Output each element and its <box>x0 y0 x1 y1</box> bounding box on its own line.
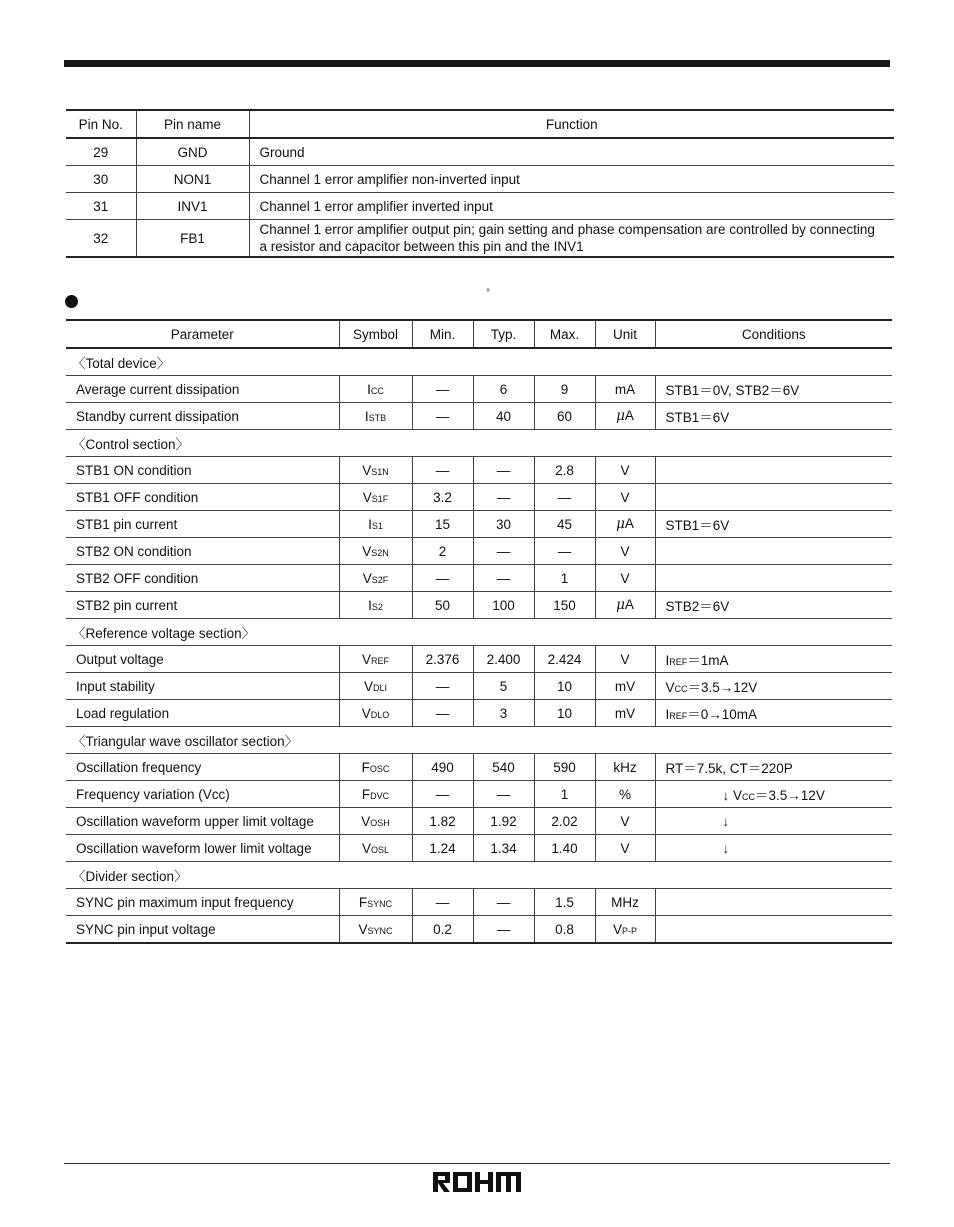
conditions: STB2＝6V <box>655 592 892 619</box>
section-row <box>66 348 892 376</box>
typ: — <box>473 484 534 511</box>
unit: V <box>595 538 655 565</box>
header-max: Max. <box>534 320 595 348</box>
min: 15 <box>412 511 473 538</box>
unit: μA <box>595 511 655 538</box>
typ: 100 <box>473 592 534 619</box>
max: — <box>534 538 595 565</box>
top-rule <box>64 60 890 67</box>
max: 10 <box>534 700 595 727</box>
param: STB1 pin current <box>66 511 339 538</box>
min: — <box>412 781 473 808</box>
param: STB2 OFF condition <box>66 565 339 592</box>
section-row <box>66 727 892 754</box>
max: 1 <box>534 781 595 808</box>
conditions: IREF＝0→10mA <box>655 700 892 727</box>
min: — <box>412 403 473 430</box>
max: 2.424 <box>534 646 595 673</box>
symbol: IS2 <box>339 592 412 619</box>
spec-table-header <box>66 320 892 348</box>
min: — <box>412 565 473 592</box>
max: 9 <box>534 376 595 403</box>
min: 490 <box>412 754 473 781</box>
section-divider: 〈Divider section〉 <box>66 862 892 889</box>
typ: — <box>473 916 534 944</box>
unit: mV <box>595 700 655 727</box>
pin-name: GND <box>136 138 249 166</box>
param: Oscillation waveform upper limit voltage <box>66 808 339 835</box>
conditions: VCC＝3.5→12V <box>655 673 892 700</box>
typ: 2.400 <box>473 646 534 673</box>
unit: MHz <box>595 889 655 916</box>
pin-function: Ground <box>249 138 894 166</box>
min: 0.2 <box>412 916 473 944</box>
max: 0.8 <box>534 916 595 944</box>
min: 3.2 <box>412 484 473 511</box>
typ: 1.92 <box>473 808 534 835</box>
section-row <box>66 619 892 646</box>
table-row <box>66 166 894 193</box>
min: — <box>412 376 473 403</box>
section-control: 〈Control section〉 <box>66 430 892 457</box>
table-row <box>66 673 892 700</box>
symbol: VDLI <box>339 673 412 700</box>
header-symbol: Symbol <box>339 320 412 348</box>
unit: V <box>595 484 655 511</box>
pin-no: 29 <box>66 138 136 166</box>
symbol: FOSC <box>339 754 412 781</box>
unit: kHz <box>595 754 655 781</box>
header-pin-no: Pin No. <box>66 110 136 138</box>
min: 1.24 <box>412 835 473 862</box>
max: 60 <box>534 403 595 430</box>
max: 2.02 <box>534 808 595 835</box>
pin-no: 31 <box>66 193 136 220</box>
table-row <box>66 889 892 916</box>
conditions <box>655 538 892 565</box>
pin-function: Channel 1 error amplifier output pin; gain setting and phase compensation are controlled by connecting a resistor and capacitor between this pin and the INV1 <box>249 220 894 258</box>
param: STB2 ON condition <box>66 538 339 565</box>
unit: V <box>595 646 655 673</box>
unit: μA <box>595 403 655 430</box>
typ: 40 <box>473 403 534 430</box>
param: STB1 ON condition <box>66 457 339 484</box>
table-row <box>66 403 892 430</box>
table-row <box>66 193 894 220</box>
unit: mV <box>595 673 655 700</box>
conditions <box>655 835 892 862</box>
section-oscillator: 〈Triangular wave oscillator section〉 <box>66 727 892 754</box>
table-row <box>66 781 892 808</box>
conditions <box>655 484 892 511</box>
header-unit: Unit <box>595 320 655 348</box>
param: Average current dissipation <box>66 376 339 403</box>
typ: 30 <box>473 511 534 538</box>
symbol: VS1N <box>339 457 412 484</box>
param: Oscillation frequency <box>66 754 339 781</box>
unit: V <box>595 808 655 835</box>
max: 1 <box>534 565 595 592</box>
table-row <box>66 916 892 944</box>
conditions <box>655 889 892 916</box>
symbol: VSYNC <box>339 916 412 944</box>
unit: V <box>595 565 655 592</box>
pin-function: Channel 1 error amplifier inverted input <box>249 193 894 220</box>
max: 2.8 <box>534 457 595 484</box>
typ: — <box>473 538 534 565</box>
table-row <box>66 511 892 538</box>
unit: V <box>595 457 655 484</box>
min: — <box>412 889 473 916</box>
pin-name: FB1 <box>136 220 249 258</box>
rohm-logo <box>432 1170 522 1194</box>
symbol: VREF <box>339 646 412 673</box>
table-row <box>66 538 892 565</box>
conditions <box>655 457 892 484</box>
min: — <box>412 457 473 484</box>
param: STB1 OFF condition <box>66 484 339 511</box>
conditions <box>655 565 892 592</box>
table-row <box>66 484 892 511</box>
down-arrow-icon: ↓ <box>722 840 730 856</box>
conditions <box>655 808 892 835</box>
table-row <box>66 376 892 403</box>
max: 45 <box>534 511 595 538</box>
param: Output voltage <box>66 646 339 673</box>
param: Input stability <box>66 673 339 700</box>
table-row <box>66 457 892 484</box>
table-row <box>66 592 892 619</box>
conditions <box>655 916 892 944</box>
max: 150 <box>534 592 595 619</box>
symbol: VDLO <box>339 700 412 727</box>
header-conditions: Conditions <box>655 320 892 348</box>
param: Oscillation waveform lower limit voltage <box>66 835 339 862</box>
header-parameter: Parameter <box>66 320 339 348</box>
max: 1.5 <box>534 889 595 916</box>
typ: 1.34 <box>473 835 534 862</box>
param: Load regulation <box>66 700 339 727</box>
header-pin-name: Pin name <box>136 110 249 138</box>
conditions: ↓ VCC＝3.5→12V <box>655 781 892 808</box>
typ: — <box>473 889 534 916</box>
electrical-characteristics-table <box>66 319 892 944</box>
conditions: STB1＝6V <box>655 511 892 538</box>
down-arrow-icon: ↓ <box>722 788 730 803</box>
down-arrow-icon: ↓ <box>722 813 730 829</box>
table-row <box>66 835 892 862</box>
conditions: STB1＝0V, STB2＝6V <box>655 376 892 403</box>
pin-function: Channel 1 error amplifier non-inverted input <box>249 166 894 193</box>
degree-mark: ° <box>486 288 490 299</box>
typ: 3 <box>473 700 534 727</box>
typ: — <box>473 781 534 808</box>
table-row <box>66 138 894 166</box>
conditions: STB1＝6V <box>655 403 892 430</box>
section-row <box>66 430 892 457</box>
max: 10 <box>534 673 595 700</box>
unit: % <box>595 781 655 808</box>
symbol: VOSL <box>339 835 412 862</box>
unit: mA <box>595 376 655 403</box>
typ: — <box>473 457 534 484</box>
typ: 540 <box>473 754 534 781</box>
param: Frequency variation (Vcc) <box>66 781 339 808</box>
table-row <box>66 700 892 727</box>
conditions: IREF＝1mA <box>655 646 892 673</box>
symbol: VS1F <box>339 484 412 511</box>
pin-description-table <box>66 109 894 258</box>
section-total-device: 〈Total device〉 <box>66 348 892 376</box>
conditions: RT＝7.5k, CT＝220P <box>655 754 892 781</box>
symbol: ICC <box>339 376 412 403</box>
pin-name: NON1 <box>136 166 249 193</box>
param: SYNC pin input voltage <box>66 916 339 944</box>
unit: V <box>595 835 655 862</box>
min: 50 <box>412 592 473 619</box>
pin-no: 30 <box>66 166 136 193</box>
typ: 5 <box>473 673 534 700</box>
pin-name: INV1 <box>136 193 249 220</box>
header-function: Function <box>249 110 894 138</box>
max: — <box>534 484 595 511</box>
symbol: VOSH <box>339 808 412 835</box>
max: 1.40 <box>534 835 595 862</box>
min: 2 <box>412 538 473 565</box>
min: — <box>412 673 473 700</box>
symbol: FDVC <box>339 781 412 808</box>
param: STB2 pin current <box>66 592 339 619</box>
pin-no: 32 <box>66 220 136 258</box>
header-min: Min. <box>412 320 473 348</box>
param: SYNC pin maximum input frequency <box>66 889 339 916</box>
unit: μA <box>595 592 655 619</box>
symbol: VS2F <box>339 565 412 592</box>
table-row <box>66 646 892 673</box>
min: 1.82 <box>412 808 473 835</box>
symbol: VS2N <box>339 538 412 565</box>
header-typ: Typ. <box>473 320 534 348</box>
table-row <box>66 808 892 835</box>
min: 2.376 <box>412 646 473 673</box>
bullet-icon <box>65 295 78 308</box>
symbol: ISTB <box>339 403 412 430</box>
max: 590 <box>534 754 595 781</box>
footer-rule <box>64 1163 890 1164</box>
section-reference-voltage: 〈Reference voltage section〉 <box>66 619 892 646</box>
symbol: FSYNC <box>339 889 412 916</box>
min: — <box>412 700 473 727</box>
section-row <box>66 862 892 889</box>
table-row <box>66 220 894 258</box>
table-row <box>66 754 892 781</box>
param: Standby current dissipation <box>66 403 339 430</box>
table-row <box>66 565 892 592</box>
typ: 6 <box>473 376 534 403</box>
symbol: IS1 <box>339 511 412 538</box>
pin-table-header <box>66 110 894 138</box>
unit: VP-P <box>595 916 655 944</box>
typ: — <box>473 565 534 592</box>
